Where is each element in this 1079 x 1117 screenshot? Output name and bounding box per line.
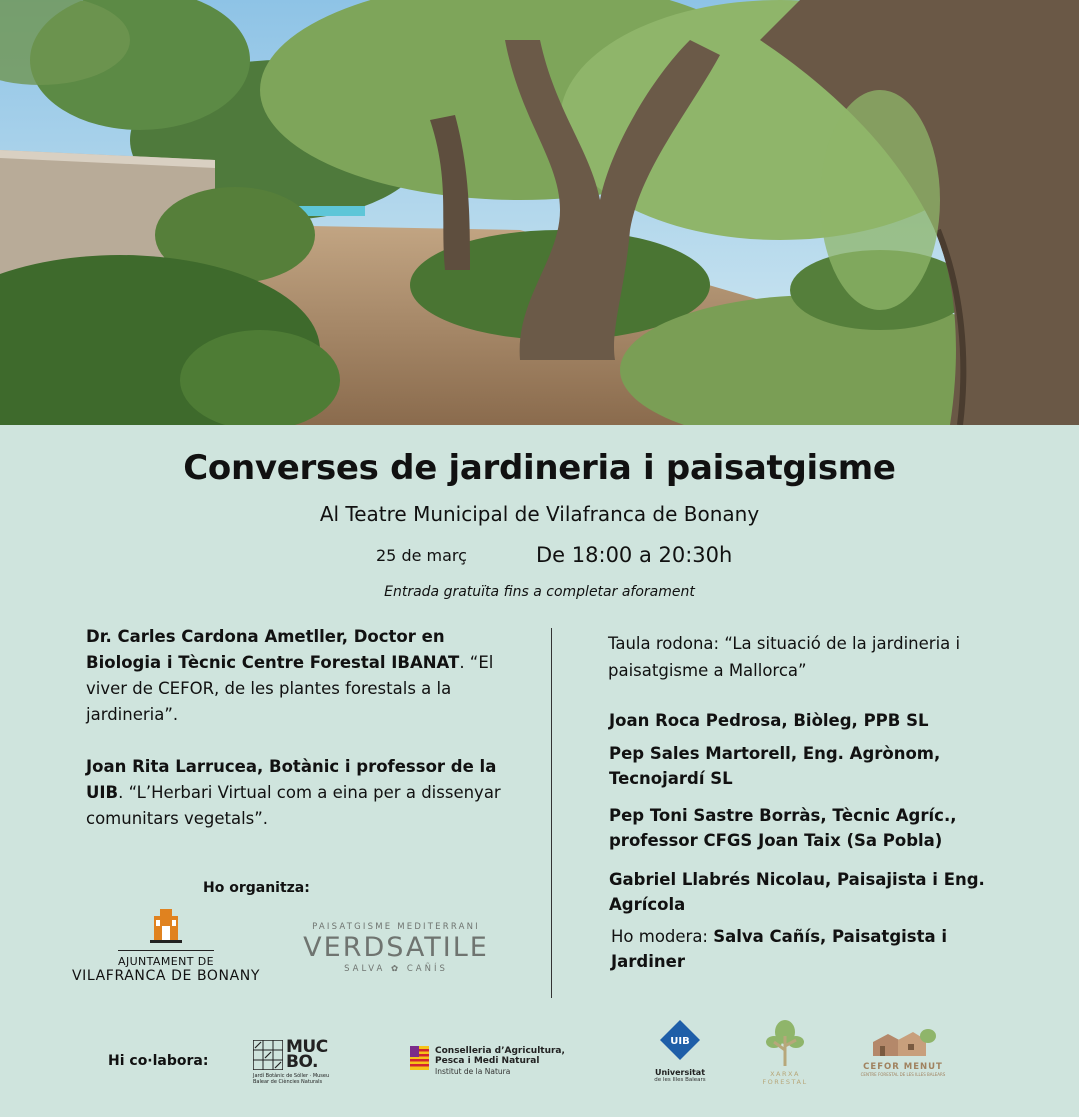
ajuntament-logo — [66, 906, 266, 984]
cefor-name: CEFOR MENUT — [863, 1062, 943, 1072]
organizers-label: Ho organitza: — [203, 880, 310, 896]
event-date: 25 de març — [376, 546, 467, 565]
cefor-house-icon — [868, 1028, 938, 1058]
uib-name: Universitat — [654, 1068, 706, 1077]
mucbo-name: MUC BO. — [286, 1037, 328, 1072]
xarxa-name: XARXA FORESTAL — [762, 1070, 808, 1086]
svg-text:UIB: UIB — [670, 1036, 690, 1047]
talk-item — [86, 624, 506, 728]
verdsatile-logo — [298, 922, 494, 974]
ajuntament-line1: AJUNTAMENT DE — [118, 955, 214, 968]
round-table-heading: Taula rodona: “La situació de la jardineria i paisatgisme a Mallorca” — [608, 634, 961, 680]
talk-speaker: Dr. Carles Cardona Ametller, Doctor en Biologia i Tècnic Centre Forestal IBANAT — [86, 627, 460, 672]
event-entry-note: Entrada gratuïta fins a completar aforament — [384, 584, 695, 600]
panelist: Pep Sales Martorell, Eng. Agrònom, Tecnojardí SL — [609, 744, 941, 788]
talk-item — [86, 754, 506, 832]
mucbo-sub: Jardí Botànic de Sóller · Museu Balear de Ciències Naturals — [253, 1073, 330, 1085]
conselleria-name: Conselleria d’Agricultura, Pesca i Medi Natural — [435, 1046, 565, 1066]
column-divider — [551, 628, 552, 998]
xarxa-forestal-logo — [750, 1016, 820, 1086]
talk-topic: . “El viver de CEFOR, de les plantes forestals a la jardineria”. — [86, 653, 494, 724]
panelist: Gabriel Llabrés Nicolau, Paisajista i Eng. Agrícola — [609, 870, 985, 914]
conselleria-sub: Institut de la Natura — [435, 1067, 511, 1076]
collaborators-label: Hi co·labora: — [108, 1053, 209, 1069]
building-icon — [146, 906, 186, 946]
uib-diamond-icon — [658, 1018, 702, 1062]
tree-icon — [760, 1016, 810, 1066]
panelist: Joan Roca Pedrosa, Biòleg, PPB SL — [609, 711, 929, 730]
event-hours: De 18:00 a 20:30h — [536, 543, 733, 567]
talk-topic: . “L’Herbari Virtual com a eina per a dissenyar comunitars vegetals”. — [86, 783, 501, 828]
event-title: Converses de jardineria i paisatgisme — [183, 448, 896, 488]
ajuntament-line2: VILAFRANCA DE BONANY — [72, 968, 260, 984]
moderator-name: Salva Cañís, Paisatgista i Jardiner — [611, 927, 948, 971]
uib-logo — [652, 1018, 708, 1083]
moderator — [611, 924, 1011, 974]
garden-photo — [0, 0, 1079, 425]
verdsatile-name: VERDSATILE — [303, 932, 489, 963]
moderator-label: Ho modera: — [611, 927, 714, 946]
verdsatile-sub: SALVA ✿ CAÑÍS — [344, 964, 448, 974]
mucbo-grid-icon — [253, 1040, 283, 1070]
panelist: Pep Toni Sastre Borràs, Tècnic Agríc., professor CFGS Joan Taix (Sa Pobla) — [609, 806, 957, 850]
balearic-flag-icon — [410, 1046, 429, 1070]
logo-divider — [118, 950, 214, 951]
talk-speaker: Joan Rita Larrucea, Botànic i professor de la UIB — [86, 757, 497, 802]
event-venue: Al Teatre Municipal de Vilafranca de Bonany — [319, 502, 760, 526]
uib-sub: de les Illes Balears — [654, 1077, 706, 1083]
mucbo-logo — [253, 1037, 343, 1088]
cefor-sub: CENTRE FORESTAL DE LES ILLES BALEARS — [860, 1072, 946, 1077]
cefor-menut-logo — [858, 1028, 948, 1077]
verdsatile-tagline: PAISATGISME MEDITERRANI — [312, 922, 480, 932]
